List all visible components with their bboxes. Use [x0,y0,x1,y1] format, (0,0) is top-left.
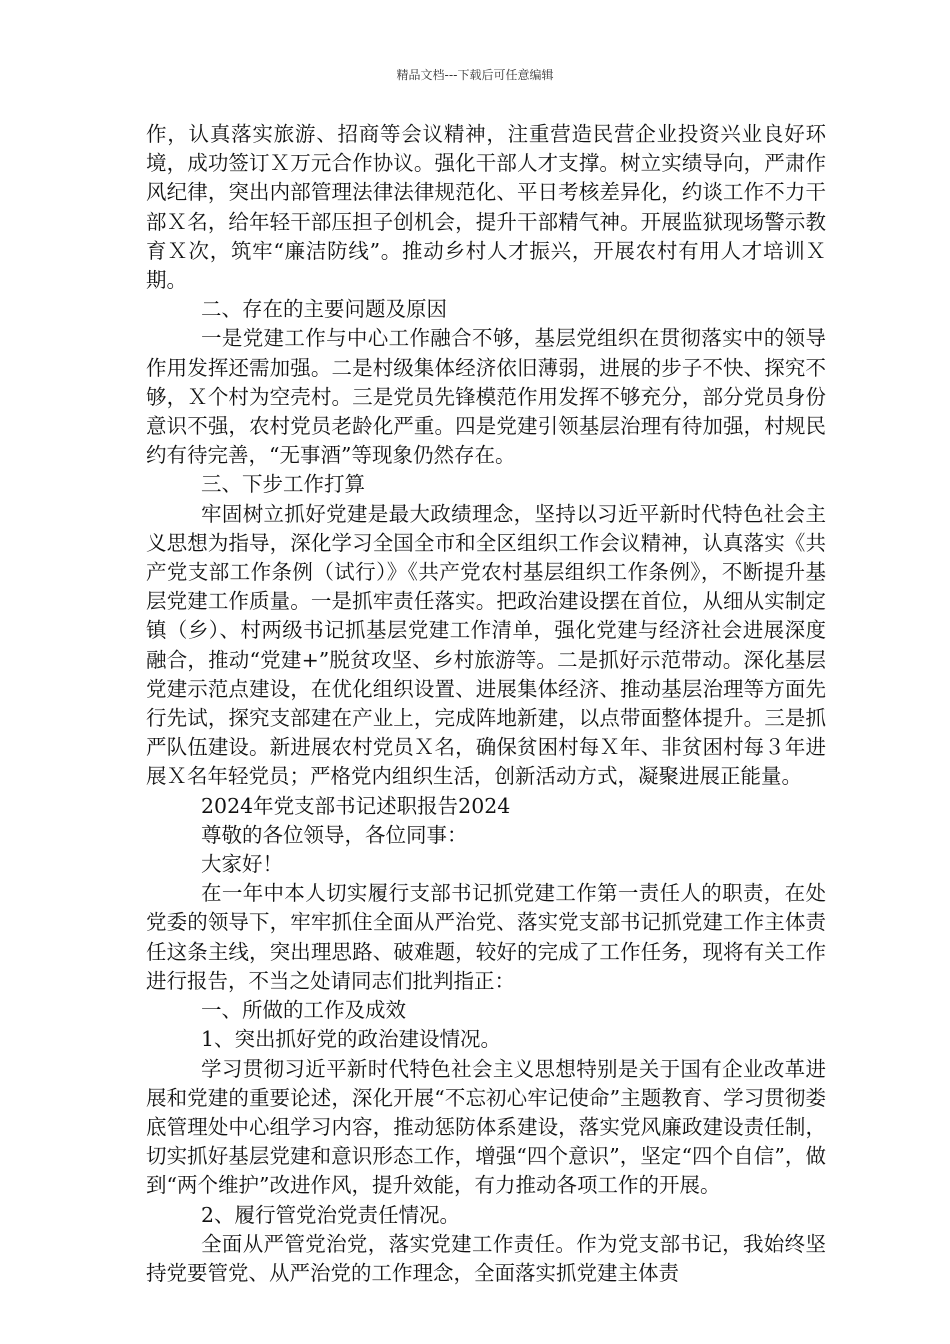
section-heading-next-steps: 三、下步工作打算 [201,472,365,497]
page-header: 精品文档---下载后可任意编辑 [396,68,554,82]
section-heading-work-done: 一、所做的工作及成效 [201,998,406,1023]
paragraph: 在一年中本人切实履行支部书记抓党建工作第一责任人的职责，在处党委的领导下，牢牢抓住全面从严治党、落实党支部书记抓党建工作主体责任这条主线，突出理思路、破难题，较好的完成了工作任务，现将有关工作进行报告，不当之处请同志们批判指正： [146,881,826,993]
greeting: 大家好！ [201,852,283,877]
subheading-political-building: 1、突出抓好党的政治建设情况。 [201,1027,502,1052]
section-heading-problems: 二、存在的主要问题及原因 [201,297,447,322]
paragraph: 牢固树立抓好党建是最大政绩理念，坚持以习近平新时代特色社会主义思想为指导，深化学习全国全市和全区组织工作会议精神，认真落实《共产党支部工作条例（试行）》《共产党农村基层组织工作条例》，不断提升基层党建工作质量。一是抓牢责任落实。把政治建设摆在首位，从细从实制定镇（乡）、村两级书记抓基层党建工作清单，强化党建与经济社会进展深度融合，推动“党建+”脱贫攻坚、乡村旅游等。二是抓好示范带动。深化基层党建示范点建设，在优化组织设置、进展集体经济、推动基层治理等方面先行先试，探究支部建在产业上，完成阵地新建，以点带面整体提升。三是抓严队伍建设。新进展农村党员Ｘ名，确保贫困村每Ｘ年、非贫困村每３年进展Ｘ名年轻党员；严格党内组织生活，创新活动方式，凝聚进展正能量。 [146,501,826,789]
paragraph: 学习贯彻习近平新时代特色社会主义思想特别是关于国有企业改革进展和党建的重要论述，深化开展“不忘初心牢记使命”主题教育、学习贯彻娄底管理处中心组学习内容，推动惩防体系建设，落实党风廉政建设责任制，切实抓好基层党建和意识形态工作，增强“四个意识”，坚定“四个自信”，做到“两个维护”改进作风，提升效能，有力推动各项工作的开展。 [146,1056,826,1198]
paragraph: 一是党建工作与中心工作融合不够，基层党组织在贯彻落实中的领导作用发挥还需加强。二是村级集体经济依旧薄弱，进展的步子不快、探究不够，Ｘ个村为空壳村。三是党员先锋模范作用发挥不够充分，部分党员身份意识不强，农村党员老龄化严重。四是党建引领基层治理有待加强，村规民约有待完善，“无事酒”等现象仍然存在。 [146,326,826,468]
report-title: 2024年党支部书记述职报告2024 [201,793,511,818]
subheading-party-governance: 2、履行管党治党责任情况。 [201,1202,461,1227]
paragraph: 作，认真落实旅游、招商等会议精神，注重营造民营企业投资兴业良好环境，成功签订Ｘ万元合作协议。强化干部人才支撑。树立实绩导向，严肃作风纪律，突出内部管理法律法律规范化、平日考核差异化，约谈工作不力干部Ｘ名，给年轻干部压担子创机会，提升干部精气神。开展监狱现场警示教育Ｘ次，筑牢“廉洁防线”。推动乡村人才振兴，开展农村有用人才培训Ｘ期。 [146,122,826,293]
document-body [146,120,826,1288]
salutation: 尊敬的各位领导，各位同事： [201,822,468,847]
paragraph: 全面从严管党治党，落实党建工作责任。作为党支部书记，我始终坚持党要管党、从严治党的工作理念，全面落实抓党建主体责 [146,1231,826,1285]
